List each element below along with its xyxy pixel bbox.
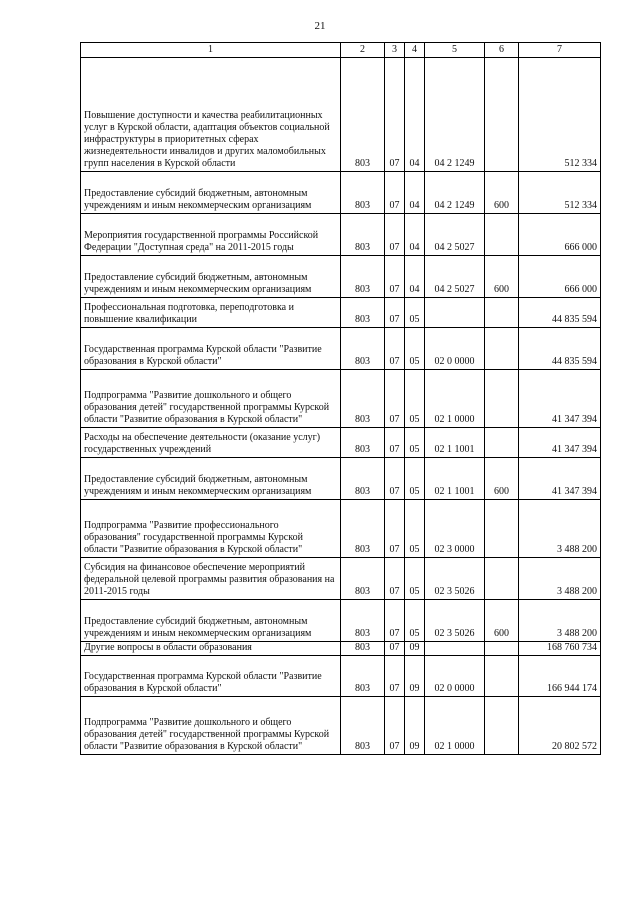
table-row [81,458,601,500]
row-target-article: 02 3 5026 [425,600,485,642]
row-ministry-code: 803 [341,370,385,428]
row-name: Мероприятия государственной программы Российской Федерации "Доступная среда" на 2011-2015 годы [81,214,341,256]
row-target-article: 02 0 0000 [425,656,485,697]
row-expense-type [485,428,519,458]
row-target-article [425,298,485,328]
row-section-code: 07 [385,328,405,370]
row-subsection-code: 04 [405,214,425,256]
table-row [81,370,601,428]
table-row [81,256,601,298]
row-ministry-code: 803 [341,558,385,600]
row-amount: 512 334 [519,172,601,214]
row-target-article: 02 0 0000 [425,328,485,370]
row-name: Государственная программа Курской области "Развитие образования в Курской области" [81,656,341,697]
row-section-code: 07 [385,428,405,458]
row-section-code: 07 [385,458,405,500]
row-ministry-code: 803 [341,298,385,328]
table-row [81,558,601,600]
row-expense-type: 600 [485,172,519,214]
row-section-code: 07 [385,697,405,755]
row-target-article: 02 1 1001 [425,458,485,500]
row-ministry-code: 803 [341,500,385,558]
row-amount: 512 334 [519,58,601,172]
row-amount: 3 488 200 [519,500,601,558]
table-row [81,500,601,558]
row-ministry-code: 803 [341,328,385,370]
row-name: Профессиональная подготовка, переподготовка и повышение квалификации [81,298,341,328]
row-subsection-code: 05 [405,370,425,428]
row-amount: 168 760 734 [519,642,601,656]
row-subsection-code: 05 [405,428,425,458]
row-name: Предоставление субсидий бюджетным, автономным учреждениям и иным некоммерческим организациям [81,172,341,214]
row-ministry-code: 803 [341,428,385,458]
table-row [81,600,601,642]
row-section-code: 07 [385,256,405,298]
row-name: Подпрограмма "Развитие дошкольного и общего образования детей" государственной программы Курской области "Развитие образования в Курской области" [81,370,341,428]
row-subsection-code: 09 [405,697,425,755]
row-subsection-code: 09 [405,642,425,656]
row-target-article: 02 1 0000 [425,370,485,428]
table-header-row [81,43,601,58]
column-header: 3 [385,43,405,58]
row-amount: 44 835 594 [519,328,601,370]
row-ministry-code: 803 [341,656,385,697]
table-row [81,172,601,214]
row-expense-type [485,697,519,755]
column-header: 7 [519,43,601,58]
row-expense-type [485,642,519,656]
row-expense-type [485,558,519,600]
column-header: 6 [485,43,519,58]
row-amount: 666 000 [519,214,601,256]
row-ministry-code: 803 [341,600,385,642]
row-target-article: 04 2 1249 [425,58,485,172]
row-name: Подпрограмма "Развитие профессионального образования" государственной программы Курской области "Развитие образования в Курской области" [81,500,341,558]
row-expense-type [485,370,519,428]
row-amount: 3 488 200 [519,558,601,600]
row-name: Повышение доступности и качества реабилитационных услуг в Курской области, адаптация объектов социальной инфраструктуры в приоритетных сферах жизнедеятельности инвалидов и других маломобильных групп населения в Курской области [81,58,341,172]
row-section-code: 07 [385,172,405,214]
row-ministry-code: 803 [341,642,385,656]
row-section-code: 07 [385,500,405,558]
row-section-code: 07 [385,370,405,428]
row-name: Государственная программа Курской области "Развитие образования в Курской области" [81,328,341,370]
row-subsection-code: 04 [405,58,425,172]
row-name: Предоставление субсидий бюджетным, автономным учреждениям и иным некоммерческим организациям [81,600,341,642]
row-target-article: 02 3 0000 [425,500,485,558]
row-section-code: 07 [385,558,405,600]
row-amount: 3 488 200 [519,600,601,642]
row-subsection-code: 09 [405,656,425,697]
row-section-code: 07 [385,642,405,656]
column-header: 4 [405,43,425,58]
row-ministry-code: 803 [341,458,385,500]
budget-table [80,42,601,755]
table-row [81,298,601,328]
row-amount: 666 000 [519,256,601,298]
row-target-article: 04 2 5027 [425,256,485,298]
row-section-code: 07 [385,298,405,328]
table-row [81,656,601,697]
row-expense-type [485,656,519,697]
row-ministry-code: 803 [341,697,385,755]
row-subsection-code: 05 [405,600,425,642]
row-section-code: 07 [385,58,405,172]
row-name: Подпрограмма "Развитие дошкольного и общего образования детей" государственной программы Курской области "Развитие образования в Курской области" [81,697,341,755]
table-row [81,428,601,458]
row-subsection-code: 05 [405,458,425,500]
row-name: Предоставление субсидий бюджетным, автономным учреждениям и иным некоммерческим организациям [81,256,341,298]
row-expense-type [485,500,519,558]
row-target-article [425,642,485,656]
row-ministry-code: 803 [341,58,385,172]
row-amount: 20 802 572 [519,697,601,755]
row-section-code: 07 [385,656,405,697]
row-name: Другие вопросы в области образования [81,642,341,656]
row-ministry-code: 803 [341,172,385,214]
row-name: Предоставление субсидий бюджетным, автономным учреждениям и иным некоммерческим организациям [81,458,341,500]
table-row [81,642,601,656]
row-expense-type [485,214,519,256]
row-ministry-code: 803 [341,214,385,256]
row-expense-type: 600 [485,600,519,642]
column-header: 5 [425,43,485,58]
row-target-article: 04 2 1249 [425,172,485,214]
column-header: 1 [81,43,341,58]
table-row [81,58,601,172]
row-name: Расходы на обеспечение деятельности (оказание услуг) государственных учреждений [81,428,341,458]
row-expense-type [485,328,519,370]
row-expense-type [485,298,519,328]
row-subsection-code: 05 [405,298,425,328]
row-section-code: 07 [385,600,405,642]
row-section-code: 07 [385,214,405,256]
row-expense-type: 600 [485,256,519,298]
row-expense-type: 600 [485,458,519,500]
row-subsection-code: 05 [405,328,425,370]
row-subsection-code: 05 [405,558,425,600]
row-subsection-code: 04 [405,172,425,214]
row-amount: 41 347 394 [519,370,601,428]
page-number: 21 [314,20,326,32]
row-name: Субсидия на финансовое обеспечение мероприятий федеральной целевой программы развития образования на 2011-2015 годы [81,558,341,600]
row-ministry-code: 803 [341,256,385,298]
table-row [81,697,601,755]
table-row [81,328,601,370]
row-subsection-code: 05 [405,500,425,558]
row-amount: 166 944 174 [519,656,601,697]
row-target-article: 04 2 5027 [425,214,485,256]
row-target-article: 02 1 1001 [425,428,485,458]
row-amount: 44 835 594 [519,298,601,328]
row-expense-type [485,58,519,172]
row-amount: 41 347 394 [519,458,601,500]
row-target-article: 02 1 0000 [425,697,485,755]
row-amount: 41 347 394 [519,428,601,458]
table-row [81,214,601,256]
row-subsection-code: 04 [405,256,425,298]
column-header: 2 [341,43,385,58]
row-target-article: 02 3 5026 [425,558,485,600]
